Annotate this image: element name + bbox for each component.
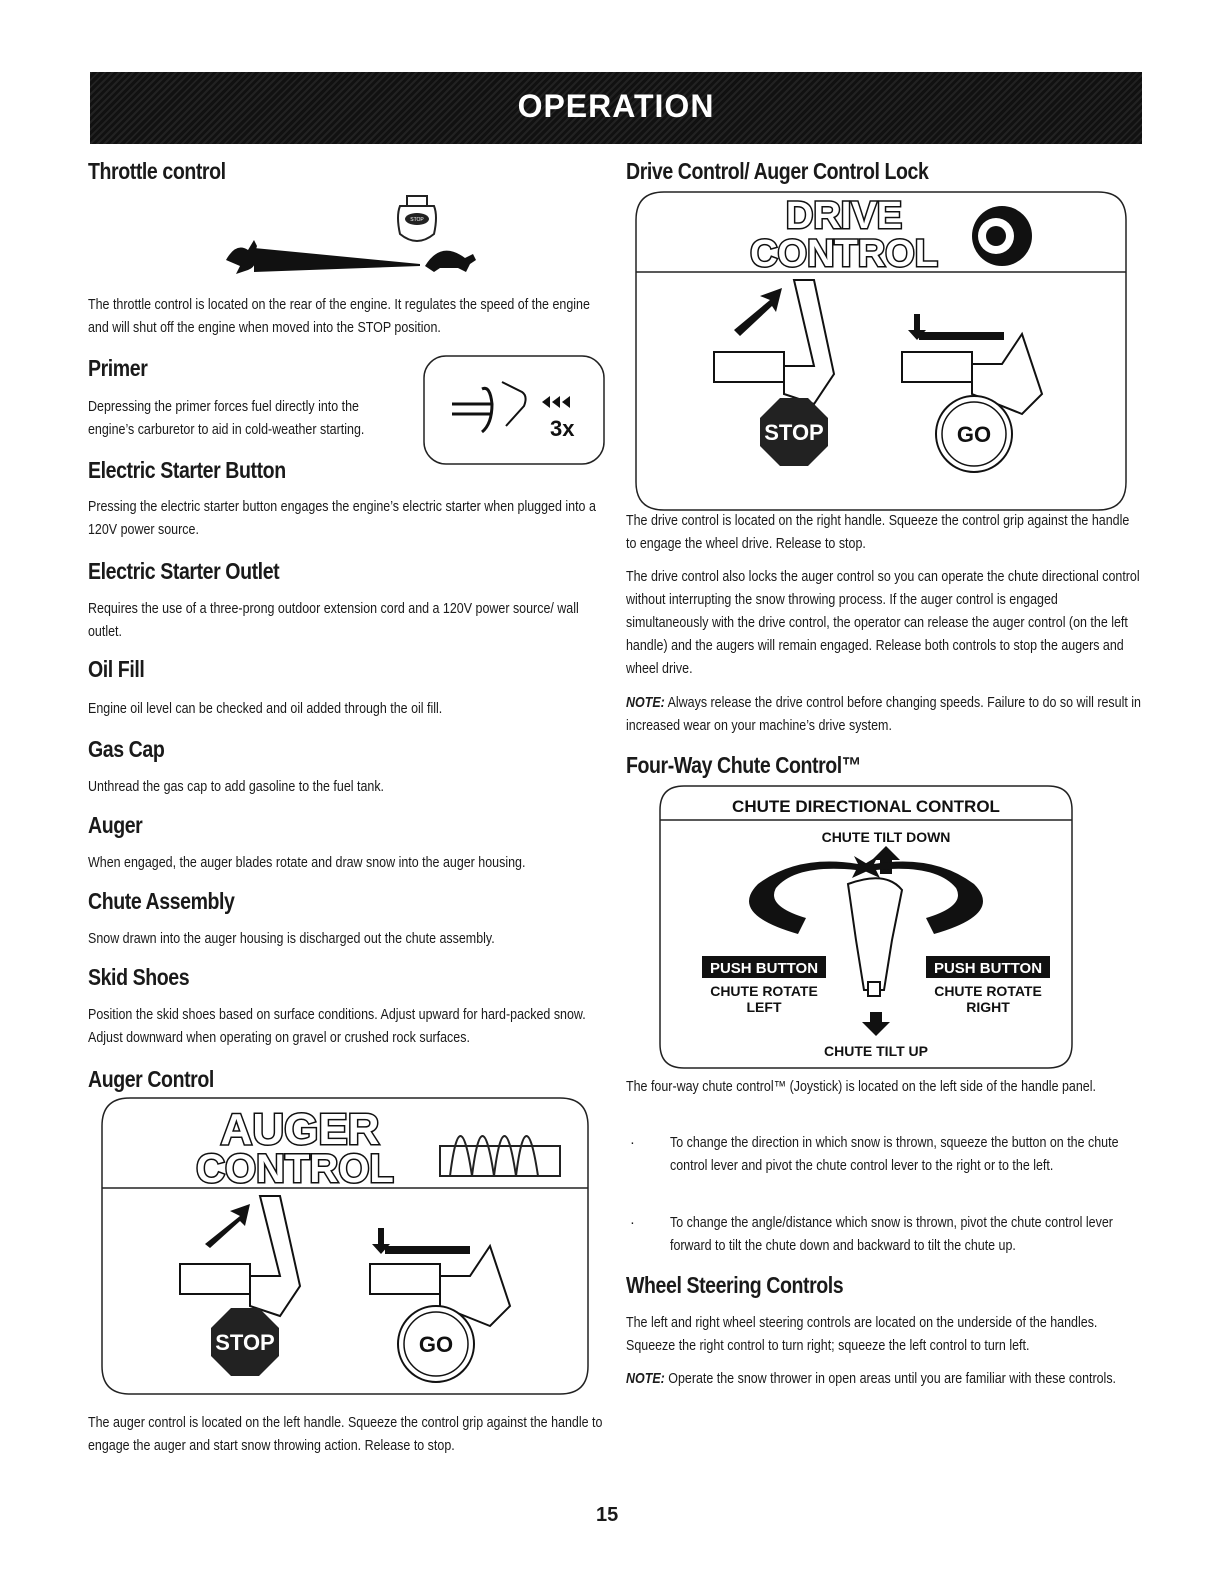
skid-title: Skid Shoes [88,964,190,990]
chute-title: Chute Assembly [88,888,235,914]
svg-text:GO: GO [418,1332,454,1357]
drive-control-diagram [634,190,1128,512]
oil-text: Engine oil level can be checked and oil added through the oil fill. [88,701,443,717]
note-label: NOTE: [626,695,665,711]
page-number: 15 [596,1504,619,1526]
auger-title: Auger [88,812,143,838]
operation-banner [90,72,1142,144]
tilt-up-arrow-icon [862,1012,890,1036]
handle-left-icon [714,352,784,382]
note-label: NOTE: [626,1371,665,1387]
chute-control-diagram [658,784,1076,1072]
squeeze-arrow-icon [734,288,782,336]
steering-title: Wheel Steering Controls [626,1272,844,1298]
steering-note: NOTE: Operate the snow thrower in open areas until you are familiar with these controls. [626,1371,1117,1387]
svg-text:CHUTE ROTATE: CHUTE ROTATE [710,983,818,999]
starter-outlet-title: Electric Starter Outlet [88,558,280,584]
svg-text:PUSH BUTTON: PUSH BUTTON [709,960,819,977]
handle-left-icon [180,1264,250,1294]
gas-title: Gas Cap [88,736,165,762]
starter-button-text: Pressing the electric starter button engages the engine’s electric starter when plugged into a 120V power source. [88,499,596,538]
primer-title: Primer [88,355,148,381]
svg-text:RIGHT: RIGHT [966,999,1010,1015]
svg-text:CHUTE TILT UP: CHUTE TILT UP [824,1043,928,1059]
svg-text:DRIVE: DRIVE [785,195,903,237]
oil-title: Oil Fill [88,656,145,682]
svg-text:CHUTE TILT DOWN: CHUTE TILT DOWN [821,829,951,845]
drive-title: Drive Control/ Auger Control Lock [626,158,929,184]
chute-bullet-2: To change the angle/distance which snow is thrown, pivot the chute control lever forward to tilt the chute down and backward to tilt the chute up. [670,1215,1113,1254]
primer-text: Depressing the primer forces fuel directly into the engine’s carburetor to aid in cold-weather starting. [88,399,365,438]
drive-text-2: The drive control also locks the auger control so you can operate the chute directional control without interrupting the snow throwing process. If the auger control is engaged simultaneously with the drive control, the operator can release the auger control (on the left handle) and the augers will remain engaged. Release both controls to stop the augers and wheel drive. [626,569,1140,677]
bullet-1-marker: · [630,1135,635,1151]
svg-text:CHUTE DIRECTIONAL CONTROL: CHUTE DIRECTIONAL CONTROL [732,797,1000,816]
turtle-icon [425,251,476,272]
squeeze-arrow-icon [205,1204,250,1248]
svg-text:STOP: STOP [215,1330,275,1355]
throttle-text: The throttle control is located on the rear of the engine. It regulates the speed of the engine and will shut off the engine when moved into the STOP position. [88,297,590,336]
throttle-title: Throttle control [88,158,226,184]
starter-button-title: Electric Starter Button [88,457,286,483]
svg-text:GO: GO [956,422,992,447]
primer-count: 3x [550,416,575,441]
svg-text:PUSH BUTTON: PUSH BUTTON [933,960,1043,977]
steering-text: The left and right wheel steering controls are located on the underside of the handles. Squeeze the right control to turn right; squeeze the left control to turn left. [626,1315,1098,1354]
drive-text-1: The drive control is located on the right handle. Squeeze the control grip against the handle to engage the wheel drive. Release to stop. [626,513,1130,552]
svg-text:CONTROL: CONTROL [750,233,938,275]
handle-right-icon [370,1264,440,1294]
auger-control-text: The auger control is located on the left handle. Squeeze the control grip against the handle to engage the auger and start snow throwing action. Release to stop. [88,1415,603,1454]
auger-text: When engaged, the auger blades rotate and draw snow into the auger housing. [88,855,526,871]
bullet-2-marker: · [630,1215,635,1231]
auger-control-title: Auger Control [88,1066,214,1092]
joystick-icon [848,878,902,990]
primer-button-icon [452,388,492,432]
svg-text:STOP: STOP [764,420,824,445]
svg-text:LEFT: LEFT [746,999,782,1015]
chute-control-title: Four-Way Chute Control™ [626,752,861,778]
gas-text: Unthread the gas cap to add gasoline to the fuel tank. [88,779,385,795]
chute-text: Snow drawn into the auger housing is discharged out the chute assembly. [88,931,495,947]
throttle-wedge [254,248,420,272]
starter-outlet-text: Requires the use of a three-prong outdoor extension cord and a 120V power source/ wall outlet. [88,601,579,640]
throttle-illustration [220,188,510,284]
banner-title: OPERATION [517,88,715,124]
auger-blade-icon [440,1136,560,1176]
drive-note: NOTE: Always release the drive control before changing speeds. Failure to do so will result in increased wear on your machine’s drive system. [626,695,1141,734]
primer-diagram [422,354,606,466]
chute-bullet-1: To change the direction in which snow is thrown, squeeze the button on the chute control lever and pivot the chute control lever to the right or to the left. [670,1135,1119,1174]
rabbit-icon [226,240,257,274]
svg-text:STOP: STOP [410,217,424,223]
control-word: CONTROL [196,1147,394,1191]
auger-word: AUGER [220,1105,380,1154]
finger-icon [502,382,526,426]
auger-control-diagram [100,1096,590,1396]
skid-text: Position the skid shoes based on surface conditions. Adjust upward for hard-packed snow. Adjust downward when operating on gravel or crushed rock surfaces. [88,1007,586,1046]
chute-control-text: The four-way chute control™ (Joystick) is located on the left side of the handle panel. [626,1079,1096,1095]
chute-rotate-right: CHUTE ROTATE [934,983,1042,999]
handle-right-icon [902,352,972,382]
